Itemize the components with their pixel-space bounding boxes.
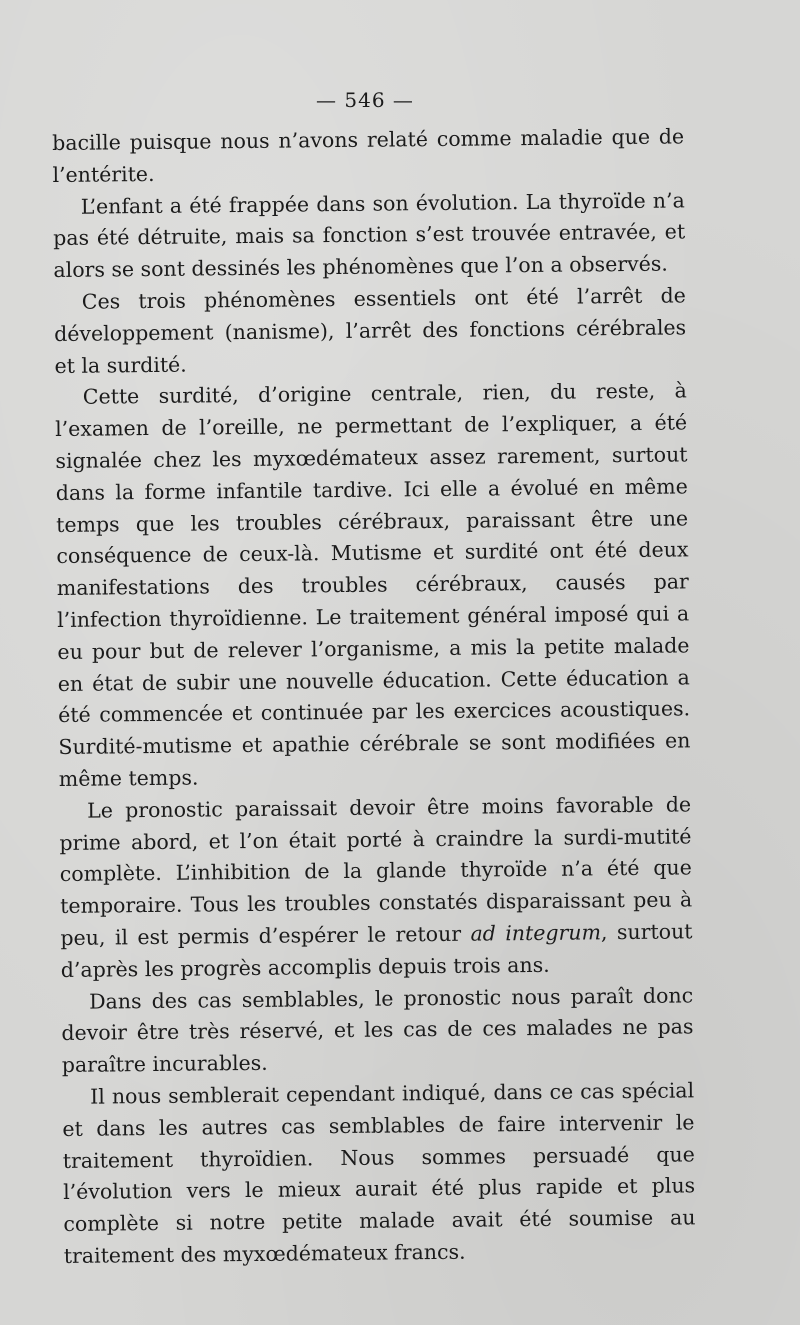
body-text: [52, 121, 696, 1272]
paragraph-pronostic: [59, 789, 693, 986]
paragraph-traitement: Il nous semblerait cependant indiqué, dans ce cas spécial et dans les autres cas semblables de faire intervenir le traitement thyroïdien. Nous sommes persuadé que l’évolution vers le mieux aurait été plus rapide et plus complète si notre petite malade avait été soumise au traitement des myxœdémateux francs.: [62, 1078, 696, 1268]
paragraph-surdite: Cette surdité, d’origine centrale, rien, du reste, à l’examen de l’oreille, ne permettant de l’expliquer, a été signalée chez les myxœdémateux assez rarement, surtout dans la forme infantile tardive. Ici elle a évolué en même temps que les troubles cérébraux, paraissant être une conséquence de ceux-là. Mutisme et surdité ont été deux manifestations des troubles cérébraux, causés par l’infection thyroïdienne. Le traitement général imposé qui a eu pour but de relever l’organisme, a mis la petite malade en état de subir une nouvelle éducation. Cette éducation a été commencée et continuée par les exercices acoustiques. Surdité-mutisme et apathie cérébrale se sont modifiées en même temps.: [55, 378, 691, 791]
paragraph-phenomena: Ces trois phénomènes essentiels ont été l’arrêt de développement (nanisme), l’arrêt des fonctions cérébrales et la surdité.: [54, 283, 687, 378]
pronostic-italic-phrase: ad integrum: [470, 920, 602, 946]
page-number: — 546 —: [316, 88, 414, 112]
pronostic-text-start: Le pronostic paraissait devoir être moins favorable de prime abord, et l’on était porté à craindre la surdi-mutité complète. L’inhibition de la glande thyroïde n’a été que temporaire. Tous les troubles constatés disparaissant peu à peu, il est permis d’espérer le retour: [59, 792, 693, 950]
pronostic-text-end: , surtout d’après les progrès accomplis depuis trois ans.: [60, 919, 693, 982]
paragraph-evolution: L’enfant a été frappée dans son évolution. La thyroïde n’a pas été détruite, mais sa fonction s’est trouvée entravée, et alors se sont dessinés les phénomènes que l’on a observés.: [53, 187, 686, 283]
paragraph-cas-semblables: Dans des cas semblables, le pronostic nous paraît donc devoir être très réservé, et les cas de ces malades ne pas paraître incurables.: [61, 982, 694, 1078]
paragraph-continuation: bacille puisque nous n’avons relaté comme maladie que de l’entérite.: [52, 124, 685, 187]
